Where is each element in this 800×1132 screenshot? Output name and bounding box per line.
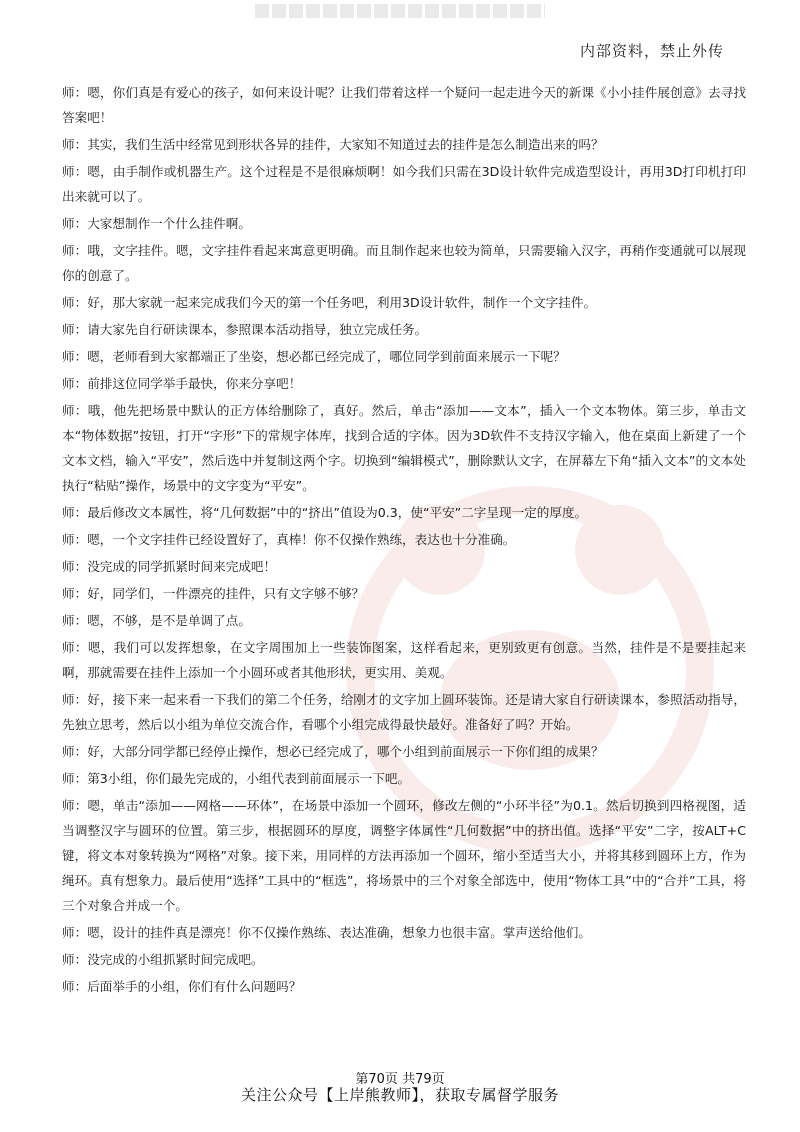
dialogue-line: 师：嗯，由手制作或机器生产。这个过程是不是很麻烦啊！如今我们只需在3D设计软件完成造型设计，再用3D打印机打印出来就可以了。 [62, 164, 746, 204]
dialogue-line: 师：大家想制作一个什么挂件啊。 [62, 216, 251, 231]
dialogue-line: 师：嗯，单击“添加——网格——环体”，在场景中添加一个圆环，修改左侧的“小环半径”为0.1。然后切换到四格视图，适当调整汉字与圆环的位置。第三步，根据圆环的厚度，调整字体属性“几何数据”中的挤出值。选择“平安”二字，按ALT+C键，将文本对象转换为“网格”对象。接下来，用同样的方法再添加一个圆环，缩小至适当大小，并将其移到圆环上方，作为绳环。真有想象力。最后使用“选择”工具中的“框选”，将场景中的三个对象全部选中，使用“物体工具”中的“合并”工具，将三个对象合并成一个。 [62, 798, 746, 913]
faded-top-text [255, 4, 545, 18]
dialogue-line: 师：哦，文字挂件。嗯，文字挂件看起来寓意更明确。而且制作起来也较为简单，只需要输入汉字，再稍作变通就可以展现你的创意了。 [62, 243, 746, 283]
confidential-note: 内部资料，禁止外传 [579, 42, 724, 60]
promo-footer: 关注公众号【上岸熊教师】，获取专属督学服务 [240, 1086, 559, 1104]
page-top-strip [0, 0, 800, 26]
dialogue-line: 师：好，大部分同学都已经停止操作，想必已经完成了，哪个小组到前面展示一下你们组的成果？ [62, 744, 604, 759]
dialogue-line: 师：好，接下来一起来看一下我们的第二个任务，给刚才的文字加上圆环装饰。还是请大家自行研读课本，参照活动指导，先独立思考，然后以小组为单位交流合作，看哪个小组完成得最快最好。准备好了吗？开始。 [62, 692, 746, 732]
dialogue-line: 师：嗯，一个文字挂件已经设置好了，真棒！你不仅操作熟练，表达也十分准确。 [62, 532, 516, 547]
dialogue-line: 师：嗯，我们可以发挥想象，在文字周围加上一些装饰图案，这样看起来，更别致更有创意。当然，挂件是不是要挂起来啊，那就需要在挂件上添加一个小圆环或者其他形状，更实用、美观。 [62, 640, 746, 680]
dialogue-line: 师：第3小组，你们最先完成的，小组代表到前面展示一下吧。 [62, 771, 411, 786]
dialogue-line: 师：后面举手的小组，你们有什么问题吗？ [62, 979, 302, 994]
dialogue-line: 师：好，同学们，一件漂亮的挂件，只有文字够不够？ [62, 586, 365, 601]
dialogue-line: 师：其实，我们生活中经常见到形状各异的挂件，大家知不知道过去的挂件是怎么制造出来的吗？ [62, 137, 604, 152]
dialogue-line: 师：嗯，不够，是不是单调了点。 [62, 613, 251, 628]
dialogue-line: 师：嗯，设计的挂件真是漂亮！你不仅操作熟练、表达准确，想象力也很丰富。掌声送给他们。 [62, 925, 591, 940]
dialogue-line: 师：前排这位同学举手最快，你来分享吧！ [62, 376, 302, 391]
dialogue-line: 师：没完成的同学抓紧时间来完成吧！ [62, 559, 277, 574]
dialogue-line: 师：哦，他先把场景中默认的正方体给删除了，真好。然后，单击“添加——文本”，插入一个文本物体。第三步，单击文本“物体数据”按钮，打开“字形”下的常规字体库，找到合适的字体。因为3D软件不支持汉字输入，他在桌面上新建了一个文本文档，输入“平安”，然后选中并复制这两个字。切换到“编辑模式”，删除默认文字，在屏幕左下角“插入文本”的文本处执行“粘贴”操作，场景中的文字变为“平安”。 [62, 403, 746, 493]
page-number: 第70页 共79页 [355, 1072, 445, 1087]
dialogue-line: 师：没完成的小组抓紧时间完成吧。 [62, 952, 264, 967]
dialogue-transcript [62, 80, 746, 1001]
dialogue-line: 师：最后修改文本属性，将“几何数据”中的“挤出”值设为0.3，使“平安”二字呈现一定的厚度。 [62, 505, 588, 520]
dialogue-line: 师：嗯，你们真是有爱心的孩子，如何来设计呢？让我们带着这样一个疑问一起走进今天的新课《小小挂件展创意》去寻找答案吧！ [62, 85, 746, 125]
dialogue-line: 师：请大家先自行研读课本，参照课本活动指导，独立完成任务。 [62, 322, 428, 337]
dialogue-line: 师：嗯，老师看到大家都端正了坐姿，想必都已经完成了，哪位同学到前面来展示一下呢？ [62, 349, 566, 364]
dialogue-line: 师：好，那大家就一起来完成我们今天的第一个任务吧，利用3D设计软件，制作一个文字挂件。 [62, 295, 597, 310]
